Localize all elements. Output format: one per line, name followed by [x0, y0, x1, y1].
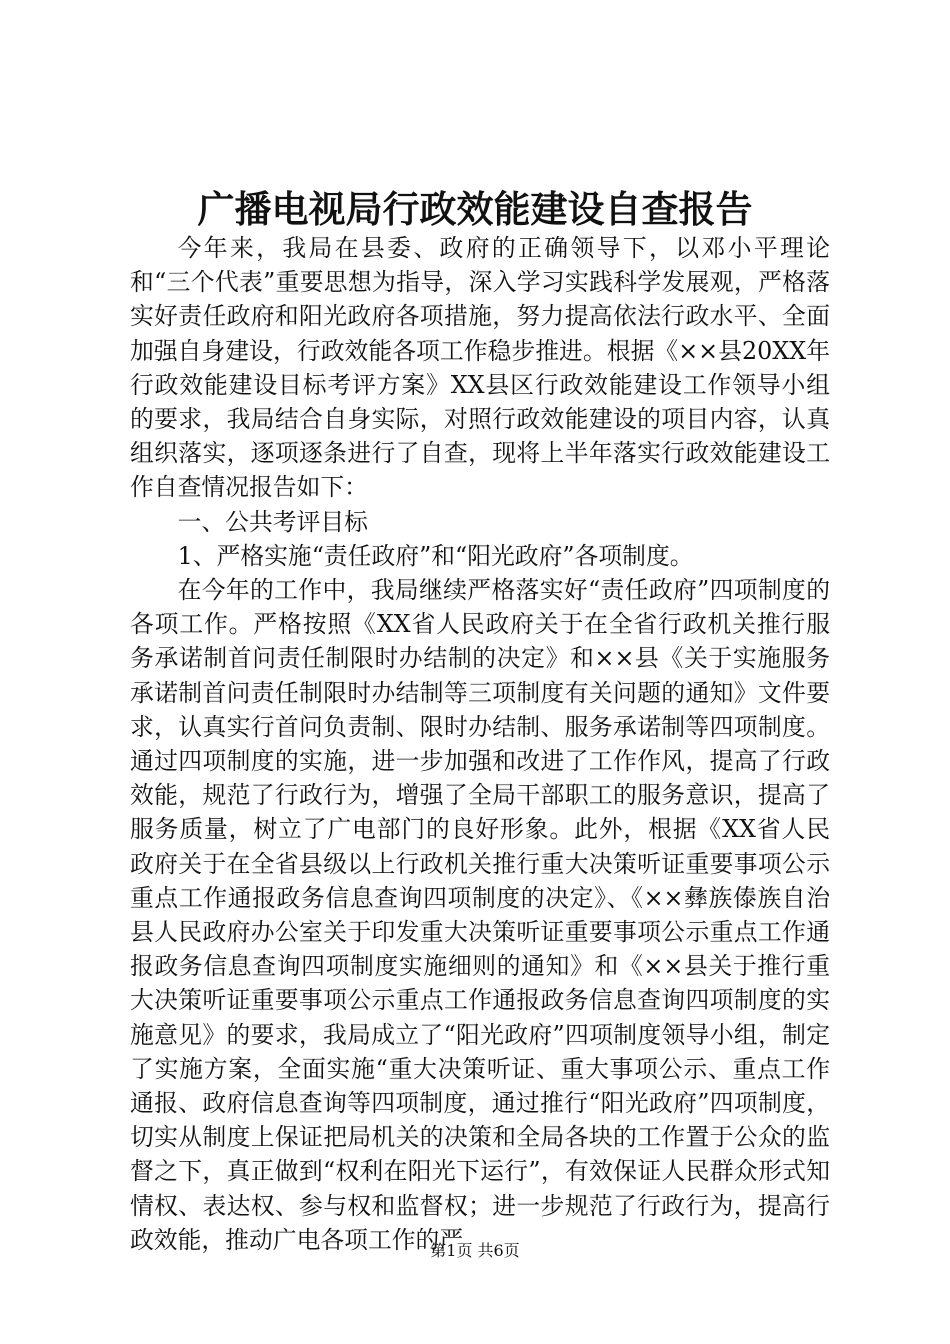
- page-number: 第1页 共6页: [430, 1241, 520, 1260]
- document-body: [130, 231, 830, 1257]
- paragraph-intro: 今年来，我局在县委、政府的正确领导下，以邓小平理论和“三个代表”重要思想为指导，深入学习实践科学发展观，严格落实好责任政府和阳光政府各项措施，努力提高依法行政水平、全面加强自身建设，行政效能各项工作稳步推进。根据《××县20XX年行政效能建设目标考评方案》XX县区行政效能建设工作领导小组的要求，我局结合自身实际，对照行政效能建设的项目内容，认真组织落实，逐项逐条进行了自查，现将上半年落实行政效能建设工作自查情况报告如下：: [130, 234, 830, 502]
- document-title: 广播电视局行政效能建设自查报告: [197, 187, 753, 231]
- subsection-heading: 1、严格实施“责任政府”和“阳光政府”各项制度。: [177, 541, 694, 570]
- section-heading: 一、公共考评目标: [177, 507, 368, 536]
- paragraph-body: 在今年的工作中，我局继续严格落实好“责任政府”四项制度的各项工作。严格按照《XX省人民政府关于在全省行政机关推行服务承诺制首问责任制限时办结制的决定》和××县《关于实施服务承诺制首问责任制限时办结制等三项制度有关问题的通知》文件要求，认真实行首问负责制、限时办结制、服务承诺制等四项制度。通过四项制度的实施，进一步加强和改进了工作作风，提高了行政效能，规范了行政行为，增强了全局干部职工的服务意识，提高了服务质量，树立了广电部门的良好形象。此外，根据《XX省人民政府关于在全省县级以上行政机关推行重大决策听证重要事项公示重点工作通报政务信息查询四项制度的决定》、《××彝族傣族自治县人民政府办公室关于印发重大决策听证重要事项公示重点工作通报政务信息查询四项制度实施细则的通知》和《××县关于推行重大决策听证重要事项公示重点工作通报政务信息查询四项制度的实施意见》的要求，我局成立了“阳光政府”四项制度领导小组，制定了实施方案，全面实施“重大决策听证、重大事项公示、重点工作通报、政府信息查询等四项制度，通过推行“阳光政府”四项制度，切实从制度上保证把局机关的决策和全局各块的工作置于公众的监督之下，真正做到“权利在阳光下运行”，有效保证人民群众形式知情权、表达权、参与权和监督权；进一步规范了行政行为，提高行政效能，推动广电各项工作的严: [130, 576, 830, 1254]
